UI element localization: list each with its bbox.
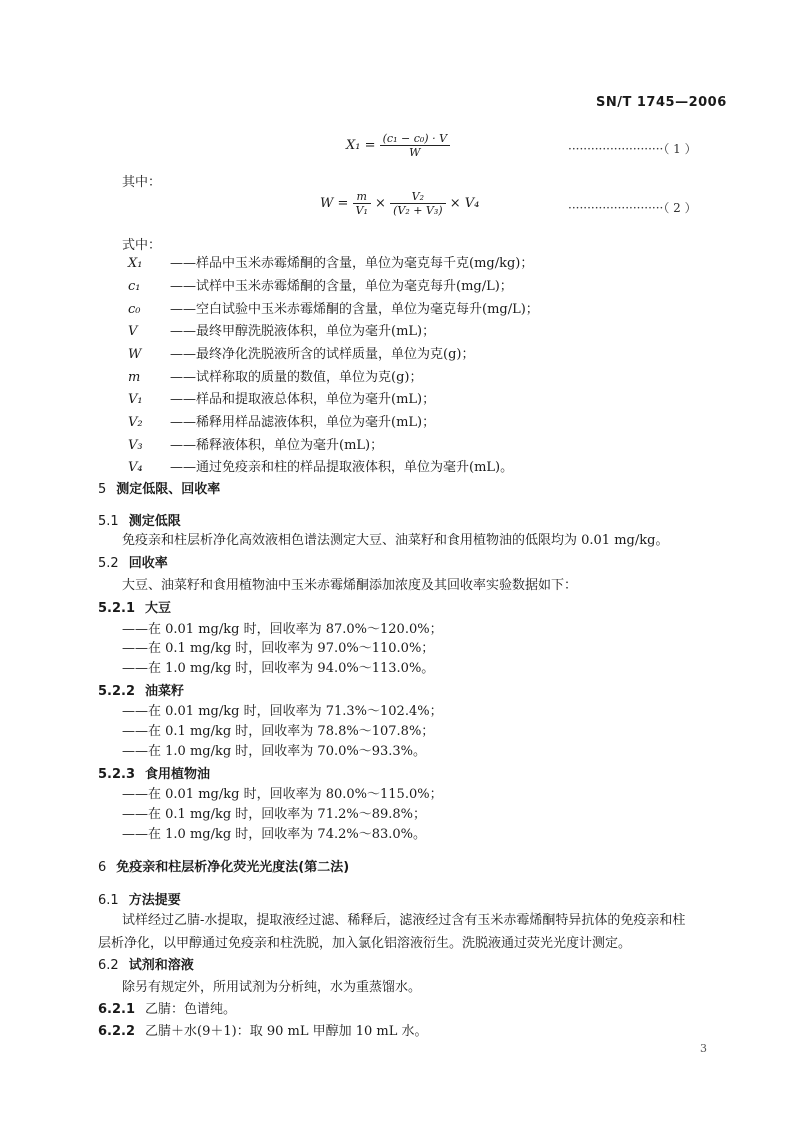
section-6-2-1-row: [98, 998, 236, 1017]
section-number: 6.1: [98, 893, 119, 908]
list-item: ——在 1.0 mg/kg 时，回收率为 94.0%～113.0%。: [122, 661, 435, 676]
section-6-heading: [98, 856, 349, 875]
list-item: ——在 0.01 mg/kg 时，回收率为 87.0%～120.0%；: [122, 622, 443, 637]
list-item: ——在 0.01 mg/kg 时，回收率为 71.3%～102.4%；: [122, 704, 443, 719]
formula-1: [346, 132, 450, 159]
section-number: 6.2: [98, 958, 119, 973]
section-5-2-heading: [98, 552, 168, 571]
list-item: ——在 0.1 mg/kg 时，回收率为 78.8%～107.8%；: [122, 724, 435, 739]
variable-row: [128, 252, 533, 271]
variable-symbol: V: [128, 324, 138, 339]
variable-desc: ——稀释用样品滤液体积，单位为毫升(mL)；: [170, 415, 436, 430]
section-number: 5.2.2: [98, 684, 136, 699]
section-title: 方法提要: [128, 893, 181, 908]
formula-2-fraction-1: [353, 190, 371, 217]
variable-symbol: V₂: [128, 415, 143, 430]
variable-row: [128, 411, 435, 430]
formula-2-number: ·························（ 2 ）: [568, 201, 697, 215]
variable-desc: ——试样称取的质量的数值，单位为克(g)；: [170, 370, 423, 385]
formula-2-frac2-numerator: V₂: [390, 190, 446, 204]
section-number: 5: [98, 482, 107, 497]
list-item: ——在 0.1 mg/kg 时，回收率为 97.0%～110.0%；: [122, 641, 435, 656]
variable-row: [128, 343, 474, 362]
formula-2-lhs: W =: [320, 196, 349, 211]
section-6-1-heading: [98, 889, 181, 908]
formula-1-fraction: [380, 132, 450, 159]
section-5-2-text: 大豆、油菜籽和食用植物油中玉米赤霉烯酮添加浓度及其回收率实验数据如下：: [122, 578, 578, 593]
section-title: 回收率: [128, 556, 168, 571]
formula-1-lhs: X₁ =: [346, 138, 376, 153]
variable-desc: ——空白试验中玉米赤霉烯酮的含量，单位为毫克每升(mg/L)；: [170, 302, 539, 317]
variable-symbol: V₃: [128, 438, 143, 453]
variable-symbol: V₁: [128, 392, 143, 407]
list-item: ——在 0.01 mg/kg 时，回收率为 80.0%～115.0%；: [122, 787, 443, 802]
variable-desc: ——通过免疫亲和柱的样品提取液体积，单位为毫升(mL)。: [170, 460, 514, 475]
section-number: 5.2: [98, 556, 119, 571]
section-6-2-2-row: [98, 1020, 428, 1039]
variable-row: [128, 366, 422, 385]
where-label-2: 式中：: [122, 238, 162, 253]
variable-symbol: c₁: [128, 279, 141, 294]
section-6-2-1-text: 乙腈：色谱纯。: [145, 1002, 237, 1017]
section-title: 大豆: [145, 601, 172, 616]
section-5-2-3-heading: [98, 763, 210, 782]
section-title: 试剂和溶液: [128, 958, 194, 973]
variable-desc: ——样品和提取液总体积，单位为毫升(mL)；: [170, 392, 436, 407]
section-number: 6.2.2: [98, 1024, 136, 1039]
variable-row: [128, 275, 513, 294]
section-5-heading: [98, 478, 220, 497]
section-title: 测定低限: [128, 514, 181, 529]
formula-2: [320, 190, 479, 217]
formula-2-frac1-numerator: m: [353, 190, 371, 204]
formula-2-frac1-denominator: V₁: [355, 204, 368, 217]
section-number: 6: [98, 860, 107, 875]
standard-number: SN/T 1745—2006: [596, 95, 727, 110]
formula-2-frac2-denominator: (V₂ + V₃): [393, 204, 443, 217]
variable-symbol: c₀: [128, 302, 141, 317]
variable-desc: ——样品中玉米赤霉烯酮的含量，单位为毫克每千克(mg/kg)；: [170, 256, 534, 271]
section-6-2-2-text: 乙腈＋水(9＋1)：取 90 mL 甲醇加 10 mL 水。: [145, 1024, 428, 1039]
variable-row: [128, 434, 383, 453]
formula-2-fraction-2: [390, 190, 446, 217]
formula-1-numerator: (c₁ − c₀) · V: [380, 132, 450, 146]
formula-2-tail: × V₄: [449, 196, 480, 211]
section-5-2-1-heading: [98, 597, 171, 616]
section-6-2-heading: [98, 954, 194, 973]
section-6-2-text: 除另有规定外，所用试剂为分析纯，水为重蒸馏水。: [122, 980, 422, 995]
formula-1-number: ·························（ 1 ）: [568, 142, 697, 156]
variable-symbol: W: [128, 347, 142, 362]
variable-desc: ——试样中玉米赤霉烯酮的含量，单位为毫克每升(mg/L)；: [170, 279, 513, 294]
page-number: 3: [700, 1042, 707, 1055]
section-number: 6.2.1: [98, 1002, 136, 1017]
list-item: ——在 1.0 mg/kg 时，回收率为 70.0%～93.3%。: [122, 744, 427, 759]
section-number: 5.2.3: [98, 767, 136, 782]
variable-symbol: V₄: [128, 460, 143, 475]
variable-desc: ——稀释液体积，单位为毫升(mL)；: [170, 438, 384, 453]
variable-desc: ——最终净化洗脱液所含的试样质量，单位为克(g)；: [170, 347, 475, 362]
formula-2-times: ×: [375, 196, 386, 211]
section-title: 免疫亲和柱层析净化荧光光度法(第二法): [116, 860, 350, 875]
section-5-1-heading: [98, 510, 181, 529]
where-label-1: 其中：: [122, 175, 162, 190]
section-6-1-text-line-2: 层析净化，以甲醇通过免疫亲和柱洗脱，加入氯化铝溶液衍生。洗脱液通过荧光光度计测定。: [98, 936, 632, 951]
variable-row: [128, 320, 435, 339]
formula-1-denominator: W: [409, 146, 421, 159]
variable-row: [128, 456, 513, 475]
variable-row: [128, 298, 539, 317]
variable-symbol: X₁: [128, 256, 143, 271]
section-6-1-text-line-1: 试样经过乙腈-水提取，提取液经过滤、稀释后，滤液经过含有玉米赤霉烯酮特异抗体的免疫亲和柱: [122, 913, 686, 928]
variable-row: [128, 388, 435, 407]
section-5-2-2-heading: [98, 680, 184, 699]
list-item: ——在 0.1 mg/kg 时，回收率为 71.2%～89.8%；: [122, 807, 427, 822]
section-number: 5.2.1: [98, 601, 136, 616]
section-title: 油菜籽: [145, 684, 185, 699]
section-title: 食用植物油: [145, 767, 211, 782]
section-number: 5.1: [98, 514, 119, 529]
variable-desc: ——最终甲醇洗脱液体积，单位为毫升(mL)；: [170, 324, 436, 339]
section-title: 测定低限、回收率: [116, 482, 221, 497]
list-item: ——在 1.0 mg/kg 时，回收率为 74.2%～83.0%。: [122, 827, 427, 842]
section-5-1-text: 免疫亲和柱层析净化高效液相色谱法测定大豆、油菜籽和食用植物油的低限均为 0.01 mg/kg。: [122, 533, 669, 548]
variable-symbol: m: [128, 370, 141, 385]
